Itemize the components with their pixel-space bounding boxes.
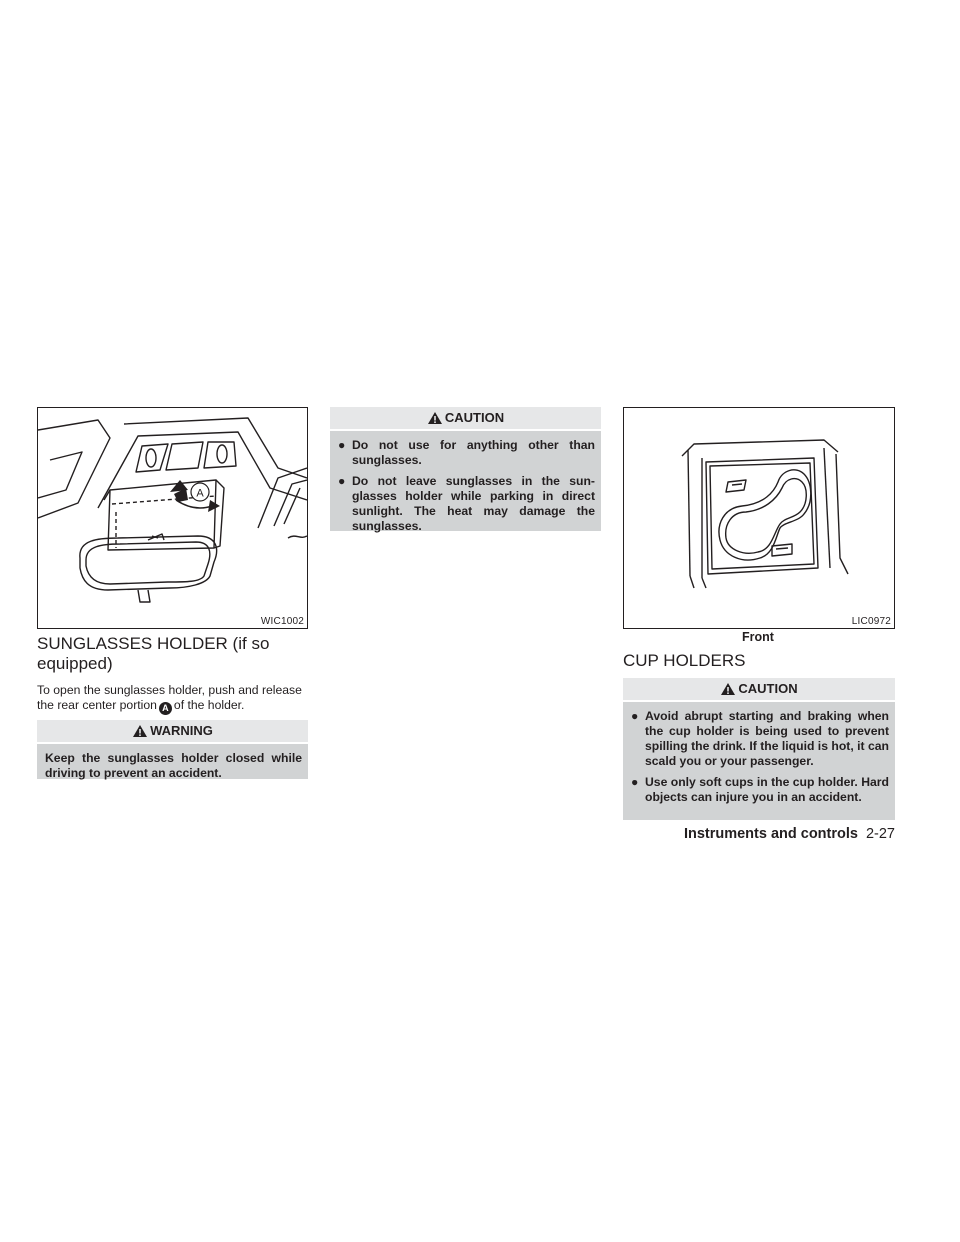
caution-box-cup-holders (623, 678, 895, 820)
bullet-icon: ● (338, 474, 346, 488)
caution-item (338, 474, 595, 534)
caution-box-sunglasses (330, 407, 601, 531)
caution-title: CAUTION (444, 410, 505, 425)
caution-item-text: Avoid abrupt starting and braking when the cup holder is being used to prevent spilling the drink. If the liquid is hot, it can scald you or your passenger. (645, 709, 889, 768)
caution-header (623, 678, 895, 702)
figure-caption-front: Front (742, 630, 774, 644)
callout-a-label: A (196, 487, 204, 500)
marker-a-icon: A (159, 702, 172, 715)
sunglasses-body (37, 683, 309, 715)
footer-section: Instruments and controls (683, 826, 858, 842)
warning-box (37, 720, 308, 779)
section-heading-sunglasses: SUNGLASSES HOLDER (if so equipped) (37, 634, 270, 673)
caution-title: CAUTION (738, 681, 798, 696)
cup-holder-figure (623, 407, 895, 629)
warning-icon (132, 724, 148, 738)
sunglasses-body-text-end: of the holder. (173, 698, 245, 712)
warning-header (37, 720, 308, 744)
caution-list (623, 702, 895, 813)
warning-triangle-icon (427, 411, 443, 425)
caution-item (631, 709, 889, 769)
sunglasses-holder-illustration (38, 408, 307, 628)
page-number: 2-27 (865, 826, 895, 842)
caution-header (330, 407, 601, 431)
caution-item-text: Use only soft cups in the cup holder. Hard objects can injure you in an accident. (645, 775, 889, 804)
caution-item-text: Do not use for anything other than sunglasses. (352, 438, 595, 467)
bullet-icon: ● (631, 775, 639, 789)
warning-title: WARNING (150, 723, 213, 738)
caution-item-text: Do not leave sunglasses in the sun-glasses holder while parking in direct sunlight. The heat may damage the sunglasses. (352, 474, 595, 533)
warning-text: Keep the sunglasses holder closed while driving to prevent an accident. (45, 751, 302, 780)
cup-holder-illustration (624, 408, 894, 628)
caution-item (631, 775, 889, 805)
figure-code: LIC0972 (851, 616, 891, 627)
warning-triangle-icon (720, 682, 736, 696)
sunglasses-body-text: To open the sunglasses holder, push and release the rear center portion (37, 683, 302, 712)
bullet-icon: ● (338, 438, 346, 452)
caution-item (338, 438, 595, 468)
caution-list (330, 431, 601, 542)
bullet-icon: ● (631, 709, 639, 723)
page-footer (684, 826, 895, 842)
figure-code: WIC1002 (260, 616, 304, 627)
sunglasses-holder-figure (37, 407, 308, 629)
section-heading-cup-holders: CUP HOLDERS (623, 651, 746, 670)
